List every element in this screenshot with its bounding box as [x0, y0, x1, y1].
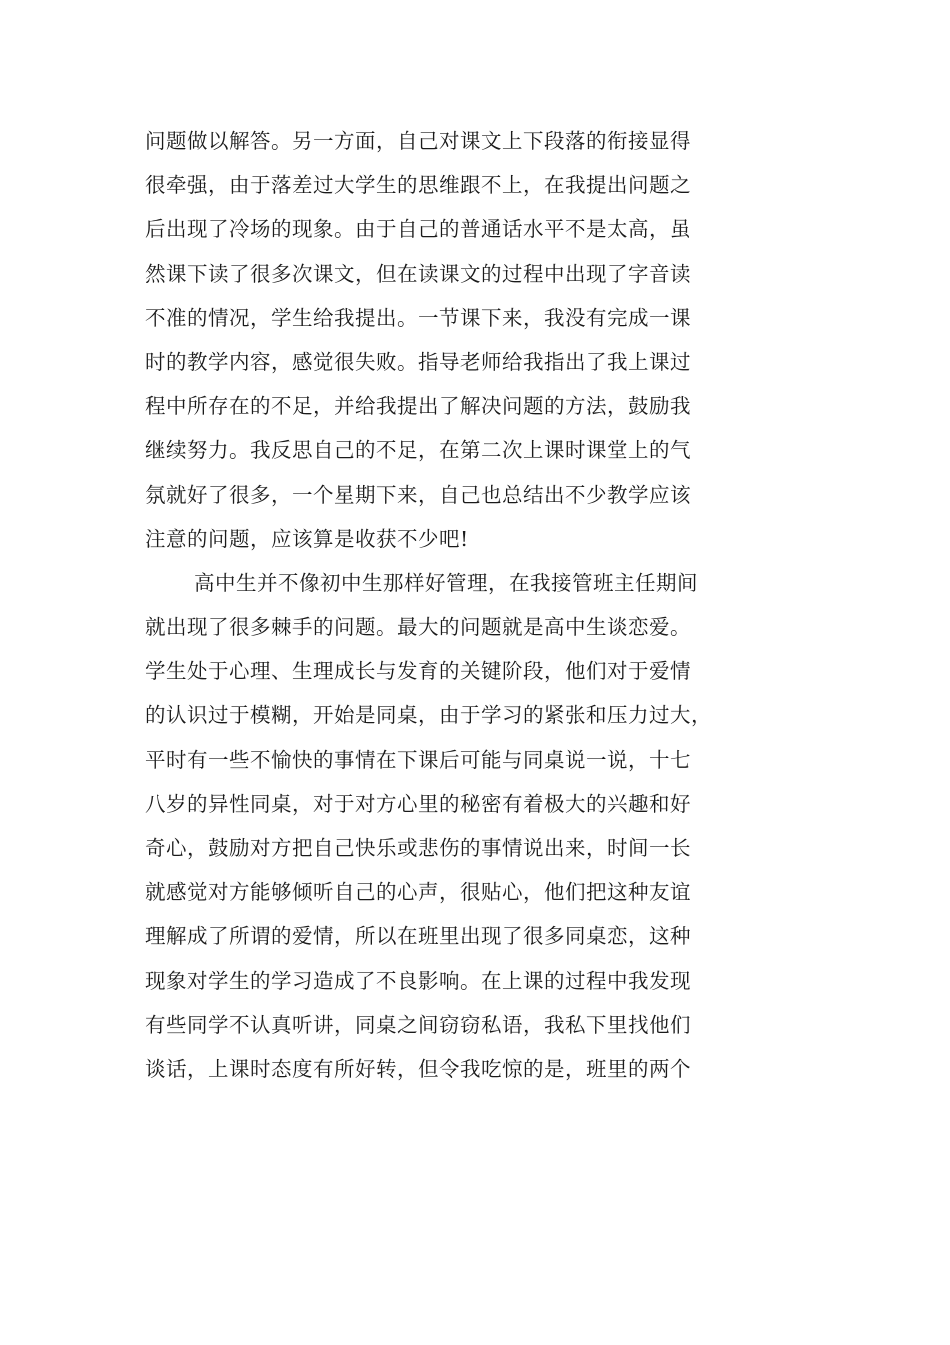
text-line: 问题做以解答。另一方面，自己对课文上下段落的衔接显得 [145, 129, 691, 153]
text-line: 程中所存在的不足，并给我提出了解决问题的方法，鼓励我 [145, 394, 691, 419]
text-line: 继续努力。我反思自己的不足，在第二次上课时课堂上的气 [145, 438, 691, 463]
text-line: 有些同学不认真听讲，同桌之间窃窃私语，我私下里找他们 [145, 1012, 691, 1037]
text-line: 学生处于心理、生理成长与发育的关键阶段，他们对于爱情 [145, 659, 691, 684]
text-line: 八岁的异性同桌，对于对方心里的秘密有着极大的兴趣和好 [145, 791, 691, 816]
text-line: 然课下读了很多次课文，但在读课文的过程中出现了字音读 [145, 261, 691, 286]
text-line: 现象对学生的学习造成了不良影响。在上课的过程中我发现 [145, 968, 691, 993]
text-line: 时的教学内容，感觉很失败。指导老师给我指出了我上课过 [145, 349, 691, 374]
text-line: 理解成了所谓的爱情，所以在班里出现了很多同桌恋，这种 [145, 924, 691, 949]
text-line: 注意的问题，应该算是收获不少吧! [145, 526, 469, 551]
text-line: 很牵强，由于落差过大学生的思维跟不上，在我提出问题之 [145, 173, 691, 198]
text-line: 谈话，上课时态度有所好转，但令我吃惊的是，班里的两个 [145, 1056, 691, 1081]
body-text [145, 119, 755, 1091]
text-line: 氛就好了很多，一个星期下来，自己也总结出不少教学应该 [145, 482, 691, 507]
text-line: 的认识过于模糊，开始是同桌，由于学习的紧张和压力过大， [145, 703, 712, 728]
text-line: 就出现了很多棘手的问题。最大的问题就是高中生谈恋爱。 [145, 615, 691, 640]
text-line: 后出现了冷场的现象。由于自己的普通话水平不是太高，虽 [145, 217, 691, 242]
text-line: 平时有一些不愉快的事情在下课后可能与同桌说一说，十七 [145, 747, 691, 772]
text-line: 就感觉对方能够倾听自己的心声，很贴心，他们把这种友谊 [145, 880, 691, 905]
text-line: 不准的情况，学生给我提出。一节课下来，我没有完成一课 [145, 305, 691, 330]
text-line: 奇心，鼓励对方把自己快乐或悲伤的事情说出来，时间一长 [145, 836, 691, 860]
paragraph-start-line: 高中生并不像初中生那样好管理，在我接管班主任期间 [194, 570, 698, 595]
